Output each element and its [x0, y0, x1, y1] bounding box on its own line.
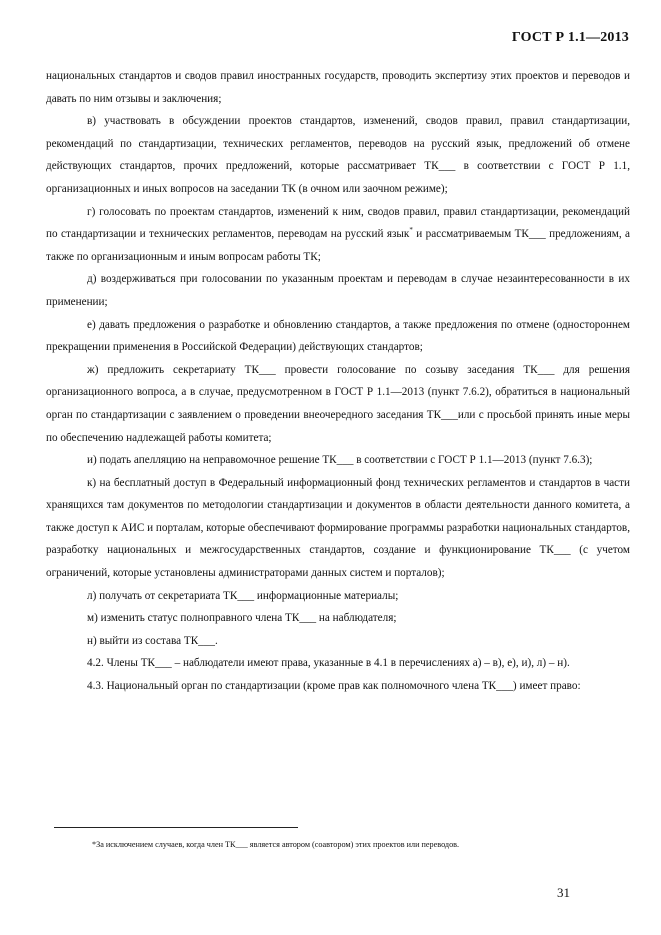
list-item-i: и) подать апелляцию на неправомочное решение ТК___ в соответствии с ГОСТ Р 1.1—2013 (пункт 7.6.3); — [87, 454, 593, 467]
list-item-d: д) воздерживаться при голосовании по указанным проектам и переводам в случае незаинтересованности в их применении; — [46, 273, 630, 308]
clause-4-3: 4.3. Национальный орган по стандартизации (кроме прав как полномочного члена ТК___) имеет право: — [87, 680, 581, 693]
body-text — [46, 65, 630, 698]
list-item-l: л) получать от секретариата ТК___ информационные материалы; — [87, 589, 399, 602]
footnote-text: *За исключением случаев, когда член ТК___ является автором (соавтором) этих проектов или переводов. — [92, 840, 460, 849]
clause-4-2: 4.2. Члены ТК___ – наблюдатели имеют права, указанные в 4.1 в перечислениях а) – в), е), и), л) – н). — [87, 657, 570, 670]
list-item-g-text: г) голосовать по проектам стандартов, изменений к ним, сводов правил, правил стандартизации, рекомендаций по стандартизации и технических регламентов, переводам на русский язык — [46, 205, 630, 241]
document-code-header: ГОСТ Р 1.1—2013 — [511, 30, 629, 45]
footnote-separator — [54, 827, 298, 828]
paragraph-continuation: национальных стандартов и сводов правил иностранных государств, проводить экспертизу этих проектов и переводов и давать по ним отзывы и заключения; — [46, 70, 630, 105]
list-item-g-text-after: и рассматриваемым ТК___ предложениям, а также по организационным и иным вопросам работы ТК; — [46, 228, 630, 263]
list-item-k: к) на бесплатный доступ в Федеральный информационный фонд технических регламентов и стандартов в части хранящихся там документов по методологии стандартизации и документов в области деятельности данного комитета, а также доступ к АИС и порталам, которые обеспечивают формирование программы разработки национальных стандартов, разработку национальных и межгосударственных стандартов, создание и функционирование ТК___ (с учетом ограничений, которые установлены администраторами данных систем и порталов); — [46, 476, 630, 580]
list-item-zh: ж) предложить секретариату ТК___ провести голосование по созыву заседания ТК___ для решения организационного вопроса, а в случае, предусмотренном в ГОСТ Р 1.1—2013 (пункт 7.6.2), обратиться в национальный орган по стандартизации с заявлением о проведении внеочередного заседания ТК___или с просьбой принять иные меры по обеспечению надлежащей работы комитета; — [46, 363, 630, 444]
list-item-n: н) выйти из состава ТК___. — [87, 634, 218, 647]
list-item-v: в) участвовать в обсуждении проектов стандартов, изменений, сводов правил, правил стандартизации, рекомендаций по стандартизации, технических регламентов, переводов на русский язык, предложений об отмене действующих стандартов, прочих предложений, которые рассматривает ТК___ в соответствии с ГОСТ Р 1.1, организационных и иных вопросов на заседании ТК (в очном или заочном режиме); — [46, 115, 630, 195]
page-number: 31 — [557, 885, 570, 900]
list-item-m: м) изменить статус полноправного члена ТК___ на наблюдателя; — [87, 612, 397, 625]
list-item-g — [46, 201, 630, 269]
footnote-marker: * — [409, 226, 413, 235]
list-item-e: е) давать предложения о разработке и обновлению стандартов, а также предложения по отмене (одностороннем прекращении применения в Российской Федерации) действующих стандартов; — [46, 318, 630, 354]
